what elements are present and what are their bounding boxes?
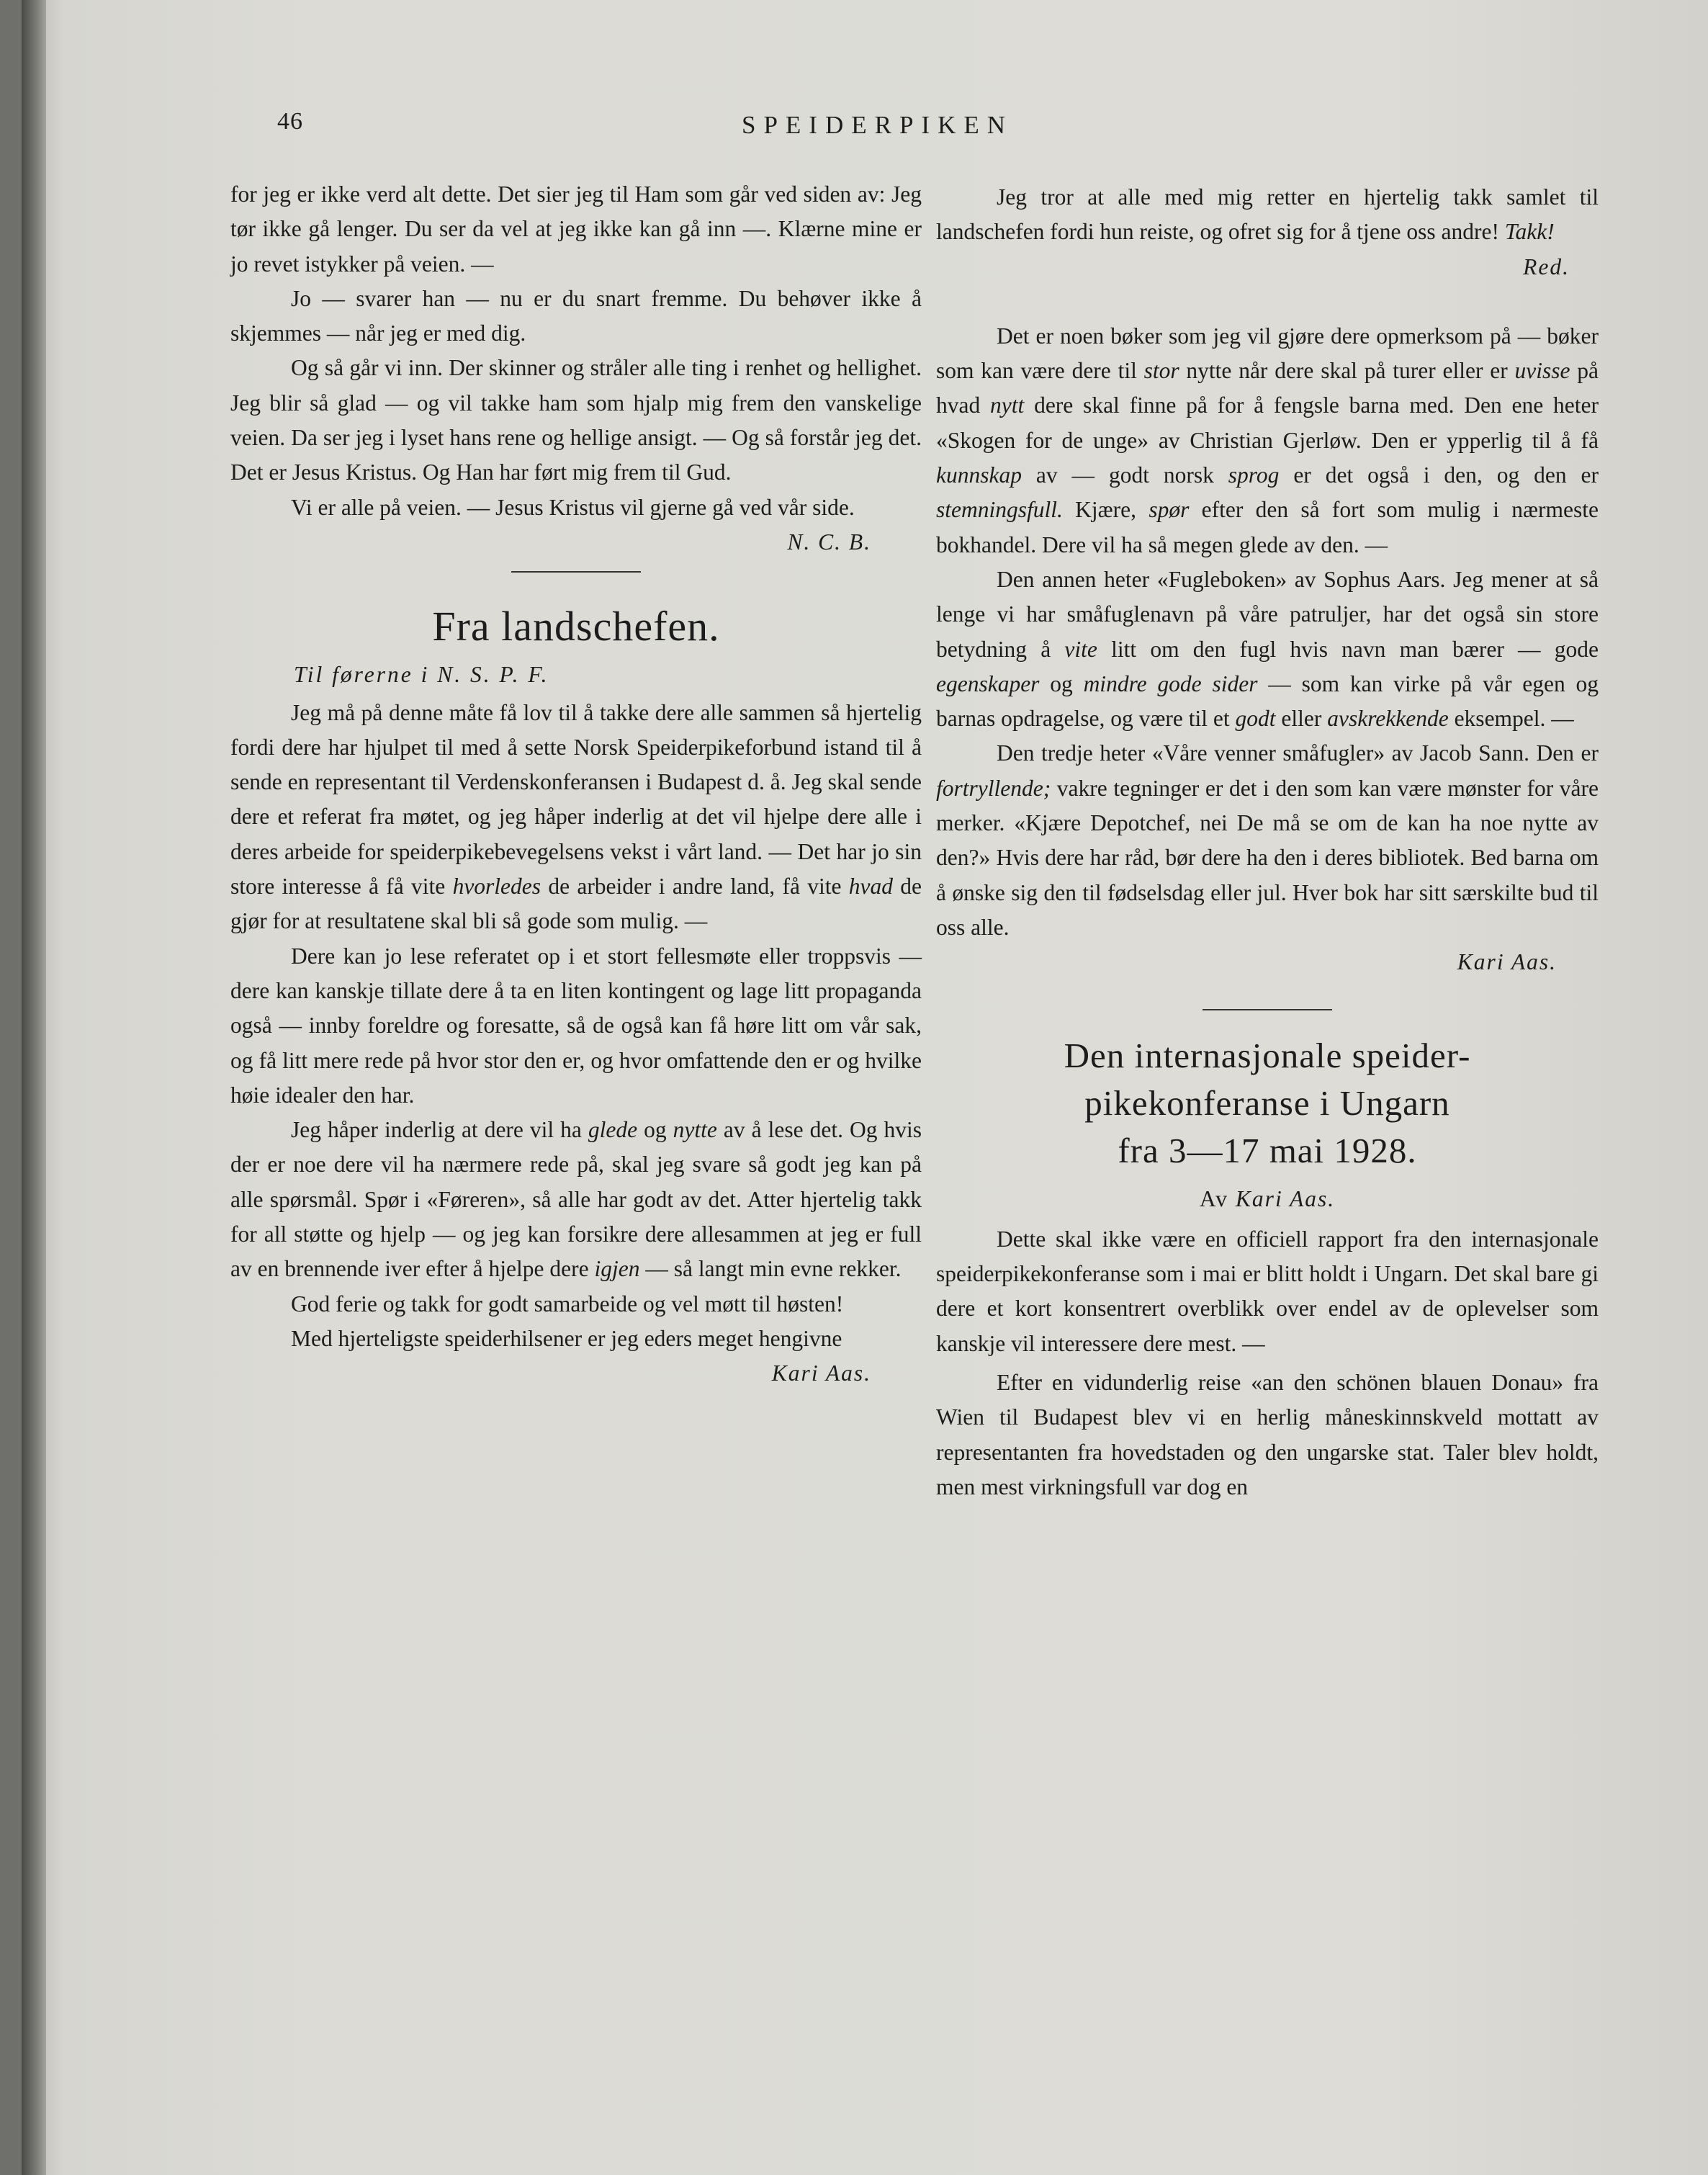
signature: Kari Aas. bbox=[771, 1360, 871, 1386]
paragraph: Med hjerteligste speiderhilsener er jeg eders meget hengivne bbox=[291, 1325, 842, 1351]
spacer bbox=[936, 284, 1599, 319]
signature: N. C. B. bbox=[787, 529, 871, 555]
byline: Av Kari Aas. bbox=[1199, 1185, 1336, 1211]
page bbox=[22, 0, 1708, 2175]
left-column bbox=[230, 177, 922, 1391]
page-number: 46 bbox=[277, 108, 303, 135]
binding-edge bbox=[22, 0, 46, 2175]
paragraph: Vi er alle på veien. — Jesus Kristus vil gjerne gå ved vår side. bbox=[291, 494, 855, 520]
article-title: Den internasjonale speider- pikekonferanse i Ungarn fra 3—17 mai 1928. bbox=[1064, 1035, 1471, 1170]
paragraph: Dere kan jo lese referatet op i et stort fellesmøte eller troppsvis — dere kan kanskje tillate dere å ta en liten kontingent og lage litt propaganda også — innby foreldre og foresatte, så de også kan få høre litt om vår sak, og få litt mere rede på hvor stor den er, og hvor omfattende den er og hvilke høie idealer den har. bbox=[230, 943, 922, 1108]
signature: Kari Aas. bbox=[1457, 949, 1557, 975]
paragraph: Og så går vi inn. Der skinner og stråler alle ting i renhet og hellighet. Jeg blir så glad — og vil takke ham som hjalp mig frem den vanskelige veien. Da ser jeg i lyset hans rene og hellige ansigt. — Og så forstår jeg det. Det er Jesus Kristus. Og Han har ført mig frem til Gud. bbox=[230, 355, 922, 485]
signature: Red. bbox=[1523, 254, 1570, 279]
paragraph: for jeg er ikke verd alt dette. Det sier jeg til Ham som går ved siden av: Jeg tør ikke gå lenger. Du ser da vel at jeg ikke kan gå inn —. Klærne mine er jo revet istykker på veien. — bbox=[230, 181, 922, 277]
paragraph: Jo — svarer han — nu er du snart fremme. Du behøver ikke å skjemmes — når jeg er med dig. bbox=[230, 285, 922, 346]
paragraph: Dette skal ikke være en officiell rapport fra den internasjonale speiderpikekonferanse som i mai er blitt holdt i Ungarn. Det skal bare gi dere et kort konsentrert overblikk over endel av de oplevelser som kanskje vil interessere dere mest. — bbox=[936, 1226, 1599, 1356]
article-title: Fra landschefen. bbox=[432, 603, 720, 650]
page-header bbox=[22, 108, 1708, 151]
paragraph: God ferie og takk for godt samarbeide og vel møtt til høsten! bbox=[291, 1291, 844, 1317]
paragraph: Efter en vidunderlig reise «an den schönen blauen Donau» fra Wien til Budapest blev vi en herlig måneskinnskveld mottatt av representanten fra hovedstaden og den ungarske stat. Taler blev holdt, men mest virkningsfull var dog en bbox=[936, 1370, 1599, 1499]
paragraph: Jeg håper inderlig at dere vil ha glede og nytte av å lese det. Og hvis der er noe dere vil ha nærmere rede på, skal jeg svare så godt jeg kan på alle spørsmål. Spør i «Føreren», så alle har godt av det. Atter hjertelig takk for all støtte og hjelp — og jeg kan forsikre dere allesammen at jeg er full av en brennende iver efter å hjelpe dere igjen — så langt min evne rekker. bbox=[230, 1117, 922, 1282]
right-column bbox=[936, 180, 1599, 1504]
section-divider bbox=[1203, 1009, 1332, 1010]
section-divider bbox=[511, 571, 641, 573]
article-subtitle: Til førerne i N. S. P. F. bbox=[294, 662, 549, 688]
paragraph: Den tredje heter «Våre venner småfugler» av Jacob Sann. Den er fortryllende; vakre tegninger er det i den som kan være mønster for våre merker. «Kjære Depotchef, nei De må se om de kan ha noe nytte av den?» Hvis dere har råd, bør dere ha den i deres bibliotek. Bed barna om å ønske sig den til fødselsdag eller jul. Hver bok har sitt særskilte bud til oss alle. bbox=[936, 740, 1599, 940]
paragraph: Det er noen bøker som jeg vil gjøre dere opmerksom på — bøker som kan være dere til stor nytte når dere skal på turer eller er uvisse på hvad nytt dere skal finne på for å fengsle barna med. Den ene heter «Skogen for de unge» av Christian Gjerløw. Den er ypperlig til å få kunnskap av — godt norsk sprog er det også i den, og den er stemningsfull. Kjære, spør efter den så fort som mulig i nærmeste bokhandel. Dere vil ha så megen glede av den. — bbox=[936, 323, 1599, 557]
paragraph: Den annen heter «Fugleboken» av Sophus Aars. Jeg mener at så lenge vi har småfuglenavn på våre patruljer, har det også sin store betydning å vite litt om den fugl hvis navn man bærer — gode egenskaper og mindre gode sider — som kan virke på vår egen og barnas opdragelse, og være til et godt eller avskrekkende eksempel. — bbox=[936, 566, 1599, 732]
paragraph: Jeg tror at alle med mig retter en hjertelig takk samlet til landschefen fordi hun reiste, og ofret sig for å tjene oss andre! Takk! bbox=[936, 184, 1599, 245]
paragraph: Jeg må på denne måte få lov til å takke dere alle sammen så hjertelig fordi dere har hjulpet til med å sette Norsk Speiderpikeforbund istand til å sende en representant til Verdenskonferansen i Budapest d. å. Jeg skal sende dere et referat fra møtet, og jeg håper inderlig at det vil hjelpe dere alle i deres arbeide for speiderpikebevegelsens vekst i vårt land. — Det har jo sin store interesse å få vite hvorledes de arbeider i andre land, få vite hvad de gjør for at resultatene skal bli så gode som mulig. — bbox=[230, 699, 922, 934]
running-title: SPEIDERPIKEN bbox=[742, 111, 1014, 139]
